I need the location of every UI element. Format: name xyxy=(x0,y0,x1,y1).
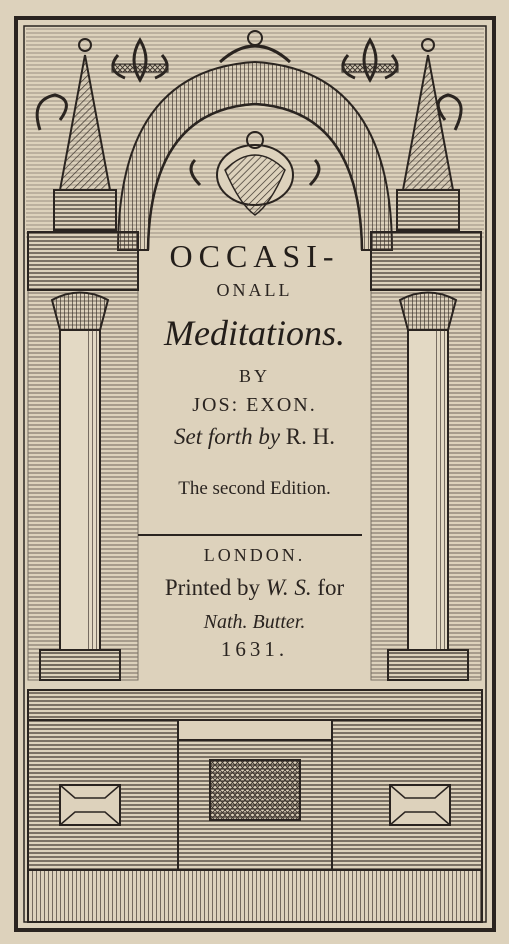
editor-initials: R. H. xyxy=(285,424,335,449)
set-forth-text: Set forth by xyxy=(174,424,281,449)
set-forth-line xyxy=(0,424,509,450)
printed-by-line xyxy=(0,575,509,601)
by-line: BY xyxy=(238,366,270,386)
pedestal-base xyxy=(28,690,482,922)
title-line-1: OCCASI- xyxy=(169,238,340,274)
printed-for-text: for xyxy=(317,575,345,600)
bookseller: Nath. Butter. xyxy=(203,611,306,633)
author: JOS: EXON. xyxy=(192,394,317,416)
edition: The second Edition. xyxy=(178,478,331,499)
imprint-year: 1631. xyxy=(220,637,289,661)
printed-by-text: Printed by xyxy=(164,575,261,600)
title-line-2: ONALL xyxy=(216,280,293,300)
printer-initials: W. S. xyxy=(265,575,312,600)
imprint-city: LONDON. xyxy=(203,545,306,565)
title-line-3: Meditations. xyxy=(164,313,345,353)
